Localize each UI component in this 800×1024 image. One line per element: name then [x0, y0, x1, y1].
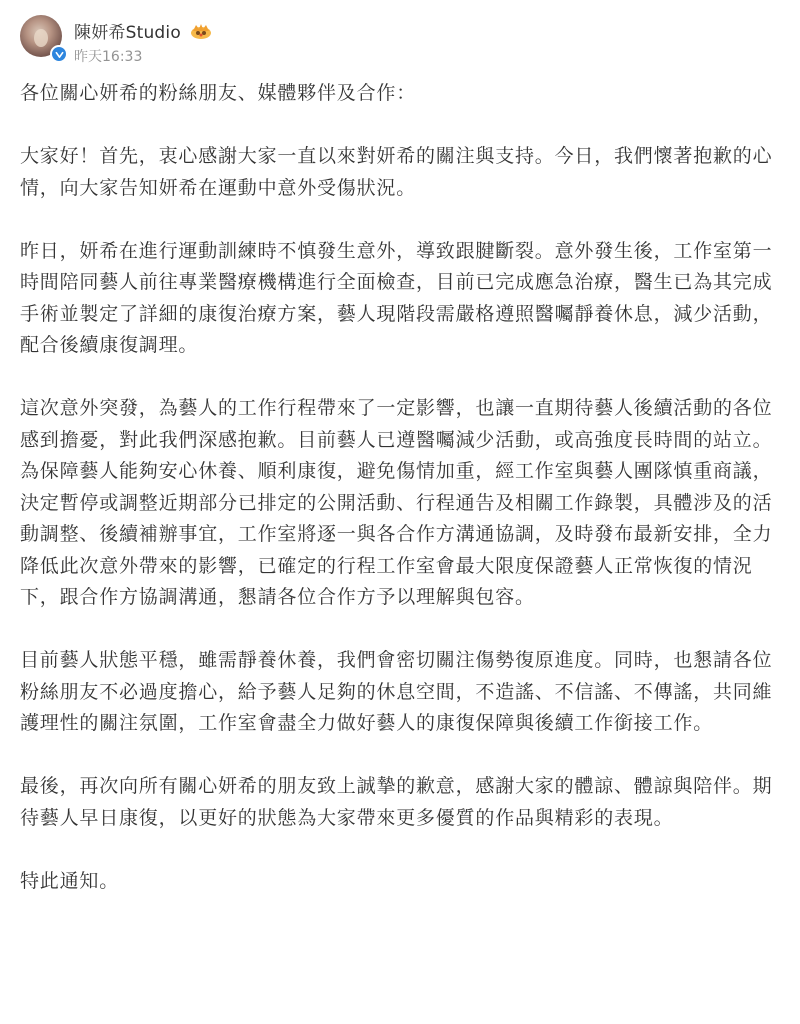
paragraph-intro: 大家好！首先，衷心感謝大家一直以來對妍希的關注與支持。今日，我們懷著抱歉的心情，向大家告知妍希在運動中意外受傷狀況。 — [20, 145, 773, 199]
post-header — [18, 12, 778, 66]
crown-badge-icon[interactable] — [189, 22, 213, 40]
paragraph-status: 目前藝人狀態平穩，雖需靜養休養，我們會密切關注傷勢復原進度。同時，也懇請各位粉絲朋友不必過度擔心，給予藝人足夠的休息空間，不造謠、不信謠、不傳謠，共同維護理性的關注氛圍，工作室會盡全力做好藝人的康復保障與後續工作銜接工作。 — [20, 649, 773, 734]
paragraph-greeting: 各位關心妍希的粉絲朋友、媒體夥伴及合作： — [20, 82, 417, 104]
post-body — [20, 78, 780, 929]
author-row — [74, 18, 213, 43]
paragraph-notice: 特此通知。 — [20, 869, 120, 892]
verified-check-icon — [50, 45, 68, 63]
avatar[interactable] — [20, 15, 62, 57]
paragraph-schedule: 這次意外突發，為藝人的工作行程帶來了一定影響，也讓一直期待藝人後續活動的各位感到擔憂，對此我們深感抱歉。目前藝人已遵醫囑減少活動，或高強度長時間的站立。為保障藝人能夠安心休養、順利康復，避免傷情加重，經工作室與藝人團隊慎重商議，決定暫停或調整近期部分已排定的公開活動、行程通告及相關工作錄製，具體涉及的活動調整、後續補辦事宜，工作室將逐一與各合作方溝通協調，及時發布最新安排，全力降低此次意外帶來的影響，已確定的行程工作室會最大限度保證藝人正常恢復的情況下，跟合作方協調溝通，懇請各位合作方予以理解與包容。 — [20, 397, 773, 608]
avatar-image — [34, 29, 48, 47]
author-name[interactable]: 陳妍希Studio — [74, 23, 181, 43]
post-timestamp: 昨天16:33 — [74, 49, 143, 65]
paragraph-closing: 最後，再次向所有關心妍希的朋友致上誠摯的歉意，感謝大家的體諒、體諒與陪伴。期待藝人早日康復，以更好的狀態為大家帶來更多優質的作品與精彩的表現。 — [20, 775, 773, 829]
paragraph-injury: 昨日，妍希在進行運動訓練時不慎發生意外，導致跟腱斷裂。意外發生後，工作室第一時間陪同藝人前往專業醫療機構進行全面檢查，目前已完成應急治療，醫生已為其完成手術並製定了詳細的康復治療方案，藝人現階段需嚴格遵照醫囑靜養休息，減少活動，配合後續康復調理。 — [20, 239, 773, 356]
